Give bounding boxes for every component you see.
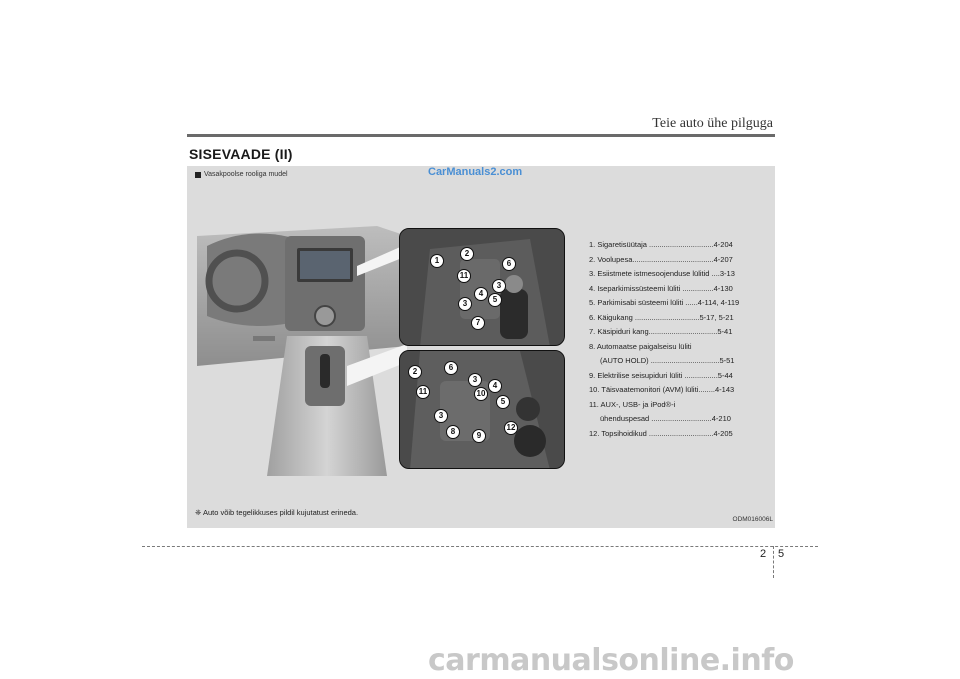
header-rule bbox=[187, 134, 775, 137]
legend-item: 10. Täisvaatemonitori (AVM) lüliti........4-143 bbox=[589, 385, 735, 394]
legend-item: 1. Sigaretisüütaja ...............................4-204 bbox=[589, 240, 733, 249]
page-chapter: 2 bbox=[760, 548, 767, 560]
callout-4-bottom: 4 bbox=[488, 379, 502, 393]
carmanuals-watermark: CarManuals2.com bbox=[428, 166, 523, 178]
legend-item: 2. Voolupesa.......................................4-207 bbox=[589, 254, 733, 264]
page-divider bbox=[773, 546, 774, 578]
callout-1: 1 bbox=[430, 254, 444, 268]
site-watermark: carmanualsonline.info bbox=[428, 643, 794, 678]
callout-8-bottom: 8 bbox=[446, 425, 460, 439]
callout-3: 3 bbox=[458, 297, 472, 311]
callout-3b-bottom: 3 bbox=[434, 409, 448, 423]
running-title: Teie auto ühe pilguga bbox=[652, 116, 773, 131]
callout-6-bottom: 6 bbox=[444, 361, 458, 375]
disclaimer: ❈ Auto võib tegelikkuses pildil kujutatust erineda. bbox=[195, 508, 359, 517]
callout-3-bottom: 3 bbox=[468, 373, 482, 387]
section-heading: SISEVAADE (II) bbox=[189, 146, 293, 162]
legend-item: 3. Esiistmete istmesoojenduse lülitid ....3-13 bbox=[589, 269, 735, 278]
callout-3b: 3 bbox=[492, 279, 506, 293]
variant-note-text: Vasakpoolse rooliga mudel bbox=[204, 171, 288, 178]
callout-11: 11 bbox=[457, 269, 471, 283]
callout-5-bottom: 5 bbox=[496, 395, 510, 409]
legend-item: ühenduspesad .............................4-210 bbox=[600, 414, 731, 423]
legend-item: 7. Käsipiduri kang.................................5-41 bbox=[589, 327, 733, 336]
callout-2-bottom: 2 bbox=[408, 365, 422, 379]
legend-item: 4. Iseparkimissüsteemi lüliti ...............4-130 bbox=[589, 283, 733, 293]
callout-10-bottom: 10 bbox=[474, 387, 488, 401]
bottom-inset-photo bbox=[399, 350, 565, 469]
page-number: 5 bbox=[778, 548, 785, 560]
bottom-inset-drawing bbox=[400, 351, 565, 469]
callout-4: 4 bbox=[474, 287, 488, 301]
image-code: ODM016006L bbox=[732, 516, 773, 523]
callout-12-bottom: 12 bbox=[504, 421, 518, 435]
legend-item: 5. Parkimisabi süsteemi lüliti ......4-114, 4-119 bbox=[589, 298, 740, 307]
legend-item: 11. AUX-, USB- ja iPod®-i bbox=[589, 399, 676, 409]
top-inset-photo bbox=[399, 228, 565, 346]
legend-item: 6. Käigukang ...............................5-17, 5-21 bbox=[589, 312, 734, 322]
footer-rule bbox=[142, 546, 818, 547]
callout-2: 2 bbox=[460, 247, 474, 261]
legend-item: 12. Topsihoidikud ...............................4-205 bbox=[589, 428, 733, 438]
callout-5: 5 bbox=[488, 293, 502, 307]
parts-legend bbox=[589, 238, 775, 441]
figure-panel bbox=[187, 166, 775, 528]
square-bullet-icon bbox=[195, 172, 201, 178]
legend-item: 8. Automaatse paigalseisu lüliti bbox=[589, 341, 692, 351]
callout-9-bottom: 9 bbox=[472, 429, 486, 443]
callout-6: 6 bbox=[502, 257, 516, 271]
variant-note bbox=[195, 171, 288, 178]
callout-7: 7 bbox=[471, 316, 485, 330]
legend-item: (AUTO HOLD) .................................5-51 bbox=[600, 356, 735, 365]
legend-item: 9. Elektrilise seisupiduri lüliti ................5-44 bbox=[589, 370, 733, 380]
callout-11-bottom: 11 bbox=[416, 385, 430, 399]
